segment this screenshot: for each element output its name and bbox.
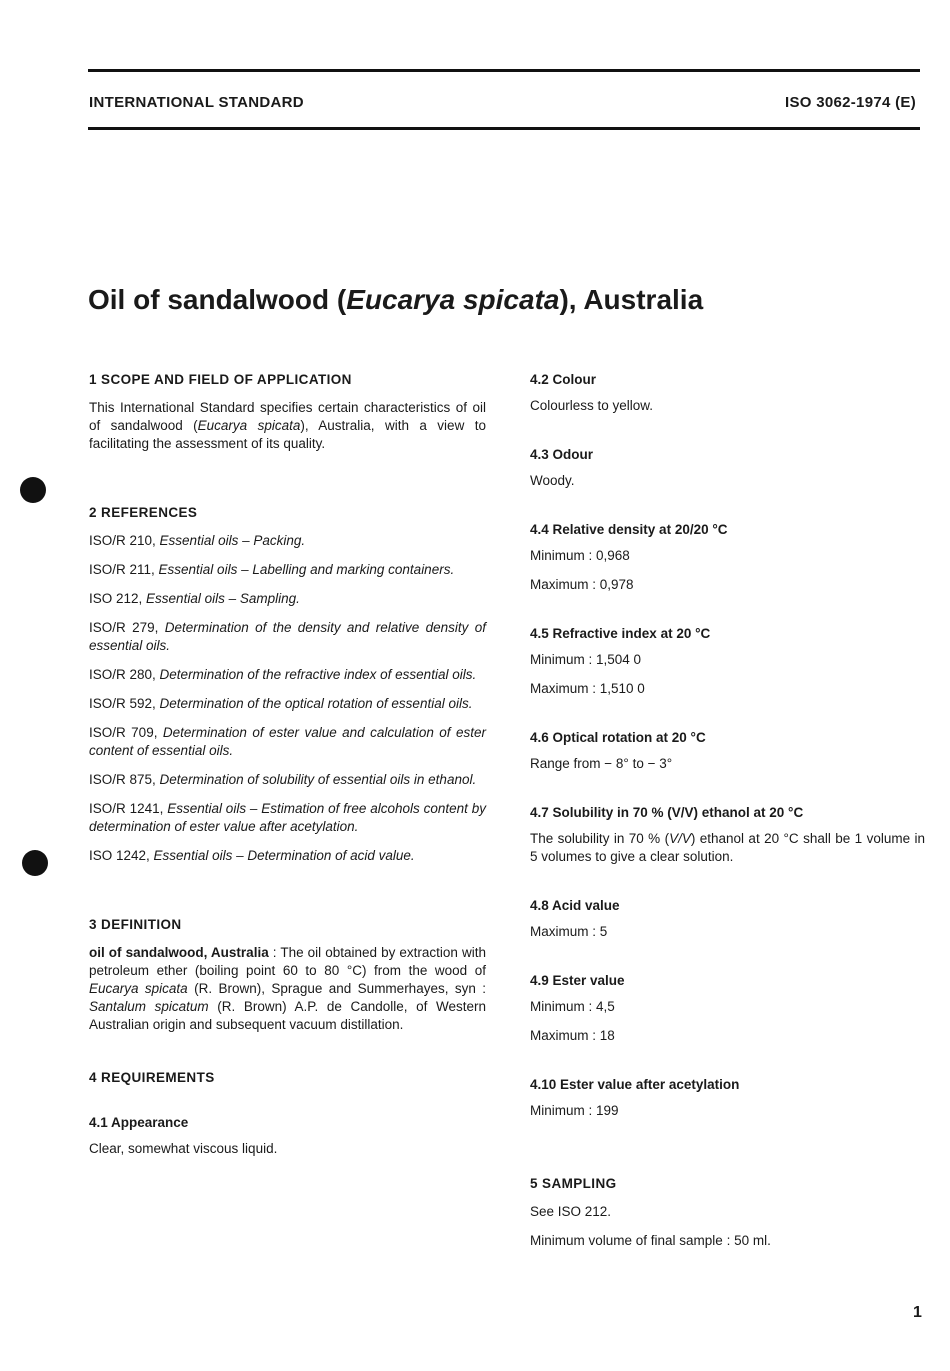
sampling-volume: Minimum volume of final sample : 50 ml.: [530, 1233, 771, 1248]
acid-heading: 4.8 Acid value: [530, 898, 620, 913]
odour-text: Woody.: [530, 473, 575, 488]
refractive-heading: 4.5 Refractive index at 20 °C: [530, 626, 711, 641]
section-3-heading: 3 DEFINITION: [89, 917, 182, 932]
density-heading: 4.4 Relative density at 20/20 °C: [530, 522, 728, 537]
ester-max: Maximum : 18: [530, 1028, 615, 1043]
top-rule: [88, 69, 920, 72]
ester-min: Minimum : 4,5: [530, 999, 615, 1014]
reference-item: ISO 212, Essential oils – Sampling.: [89, 591, 300, 606]
section-2-heading: 2 REFERENCES: [89, 505, 198, 520]
rotation-heading: 4.6 Optical rotation at 20 °C: [530, 730, 706, 745]
right-column: [530, 372, 925, 1261]
acetylation-heading: 4.10 Ester value after acetylation: [530, 1077, 740, 1092]
reference-item: ISO/R 280, Determination of the refractive index of essential oils.: [89, 667, 477, 682]
reference-item: ISO/R 1241, Essential oils – Estimation of free alcohols content by determination of ester value after acetylation.: [89, 801, 486, 834]
binding-hole-top: [20, 477, 46, 503]
ester-heading: 4.9 Ester value: [530, 973, 625, 988]
section-1-heading: 1 SCOPE AND FIELD OF APPLICATION: [89, 372, 352, 387]
appearance-heading: 4.1 Appearance: [89, 1115, 189, 1130]
colour-heading: 4.2 Colour: [530, 372, 597, 387]
reference-item: ISO/R 210, Essential oils – Packing.: [89, 533, 306, 548]
solubility-text: The solubility in 70 % (V/V) ethanol at 20 °C shall be 1 volume in 5 volumes to give a clear solution.: [530, 831, 926, 864]
acetylation-min: Minimum : 199: [530, 1103, 619, 1118]
solubility-heading: 4.7 Solubility in 70 % (V/V) ethanol at 20 °C: [530, 805, 804, 820]
section-4-heading: 4 REQUIREMENTS: [89, 1070, 215, 1085]
references-list: [89, 532, 486, 865]
definition-text: oil of sandalwood, Australia : The oil obtained by extraction with petroleum ether (boiling point 60 to 80 °C) from the wood of Eucarya spicata (R. Brown), Sprague and Summerhayes, syn : Santalum spicatum (R. Brown) A.P. de Candolle, of Western Australian origin and subsequent vacuum distillation.: [89, 945, 486, 1032]
header-rule: [88, 127, 920, 130]
colour-text: Colourless to yellow.: [530, 398, 654, 413]
sampling-text: See ISO 212.: [530, 1204, 612, 1219]
acid-max: Maximum : 5: [530, 924, 608, 939]
page-number: 1: [913, 1304, 922, 1321]
reference-item: ISO/R 592, Determination of the optical rotation of essential oils.: [89, 696, 473, 711]
refractive-max: Maximum : 1,510 0: [530, 681, 645, 696]
reference-item: ISO/R 211, Essential oils – Labelling and marking containers.: [89, 562, 455, 577]
reference-item: ISO/R 875, Determination of solubility of essential oils in ethanol.: [89, 772, 477, 787]
binding-hole-bottom: [22, 850, 48, 876]
appearance-text: Clear, somewhat viscous liquid.: [89, 1141, 278, 1156]
odour-heading: 4.3 Odour: [530, 447, 594, 462]
header-document-number: ISO 3062-1974 (E): [784, 94, 916, 111]
rotation-text: Range from − 8° to − 3°: [530, 756, 673, 771]
reference-item: ISO/R 709, Determination of ester value and calculation of ester content of essential oils.: [89, 725, 486, 758]
left-column: [89, 372, 486, 1169]
page-title: Oil of sandalwood (Eucarya spicata), Australia: [88, 284, 704, 315]
section-5-heading: 5 SAMPLING: [530, 1176, 617, 1191]
density-min: Minimum : 0,968: [530, 548, 630, 563]
refractive-min: Minimum : 1,504 0: [530, 652, 642, 667]
header-standard-label: INTERNATIONAL STANDARD: [89, 94, 304, 111]
reference-item: ISO/R 279, Determination of the density and relative density of essential oils.: [89, 620, 486, 653]
density-max: Maximum : 0,978: [530, 577, 634, 592]
scope-text: This International Standard specifies certain characteristics of oil of sandalwood (Eucarya spicata), Australia, with a view to facilitating the assessment of its quality.: [89, 400, 486, 451]
reference-item: ISO 1242, Essential oils – Determination of acid value.: [89, 848, 415, 863]
